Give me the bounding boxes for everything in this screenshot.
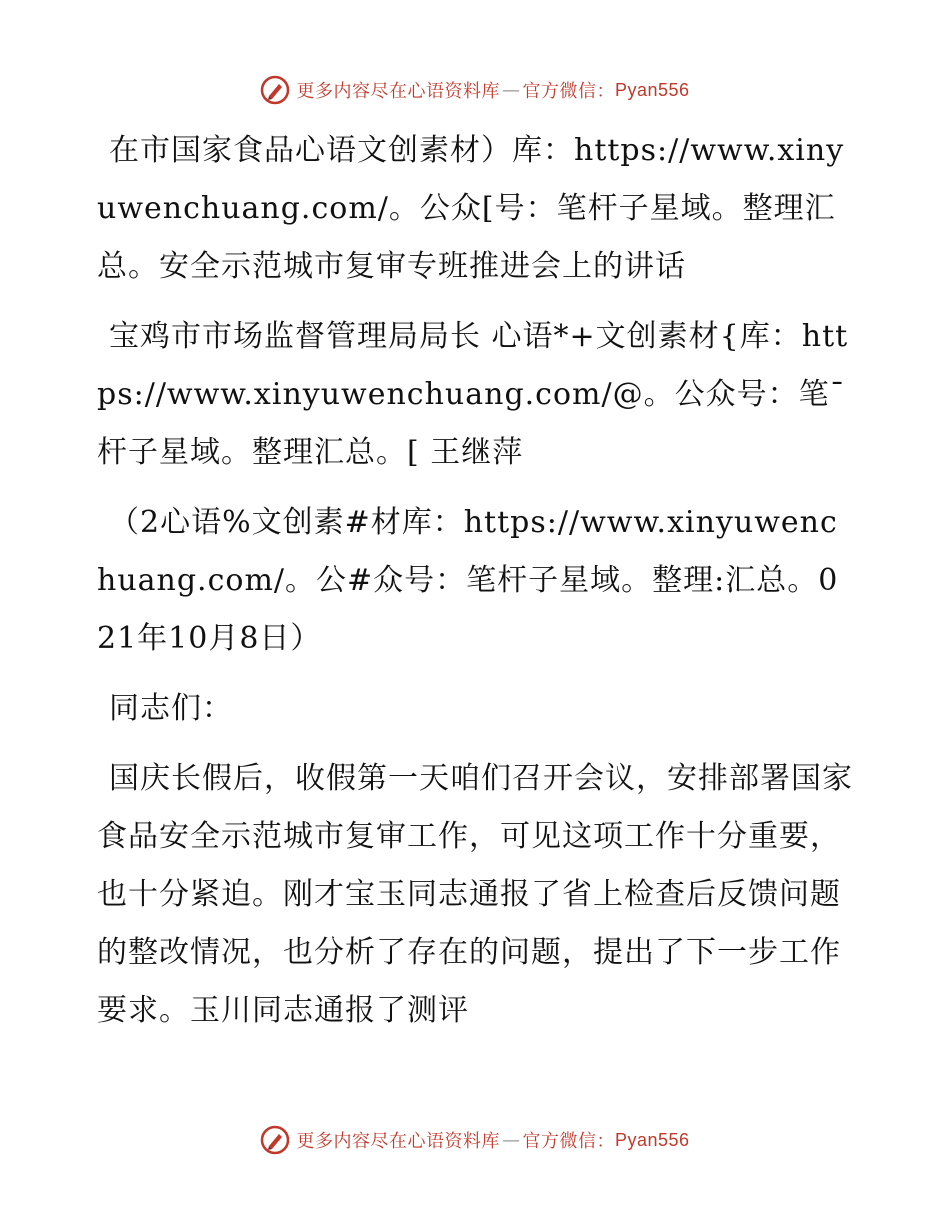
header-banner [0, 70, 950, 110]
banner-separator: — [501, 79, 521, 101]
paragraph-salutation: 同志们： [109, 691, 233, 726]
banner-handle: Pyan556 [614, 79, 690, 100]
paragraph-date: （2心语%文创素#材库：https://www.xinyuwenchuang.com/。公#众号：笔杆子星域。整理:汇总。021年10月8日） [97, 505, 839, 656]
footer-banner [0, 1120, 950, 1160]
paragraph-author: 宝鸡市市场监督管理局局长 心语*+文创素材{库：https://www.xinyuwenchuang.com/@。公众号：笔¯杆子星域。整理汇总。[ 王继萍 [97, 319, 849, 470]
banner-label: 官方微信： [522, 81, 615, 102]
document-body [97, 122, 857, 1052]
pen-logo-icon [260, 75, 290, 105]
banner-text: 更多内容尽在心语资料库 [296, 1131, 500, 1152]
banner-handle: Pyan556 [614, 1129, 690, 1150]
paragraph-title: 在市国家食品心语文创素材）库：https://www.xinyuwenchuang.com/。公众[号：笔杆子星域。整理汇总。安全示范城市复审专班推进会上的讲话 [97, 133, 845, 284]
banner-separator: — [501, 1129, 521, 1151]
pen-logo-icon [260, 1125, 290, 1155]
paragraph-body: 国庆长假后，收假第一天咱们召开会议，安排部署国家食品安全示范城市复审工作，可见这项工作十分重要，也十分紧迫。刚才宝玉同志通报了省上检查后反馈问题的整改情况，也分析了存在的问题，提出了下一步工作要求。玉川同志通报了测评 [97, 761, 853, 1028]
banner-label: 官方微信： [522, 1131, 615, 1152]
banner-text: 更多内容尽在心语资料库 [296, 81, 500, 102]
